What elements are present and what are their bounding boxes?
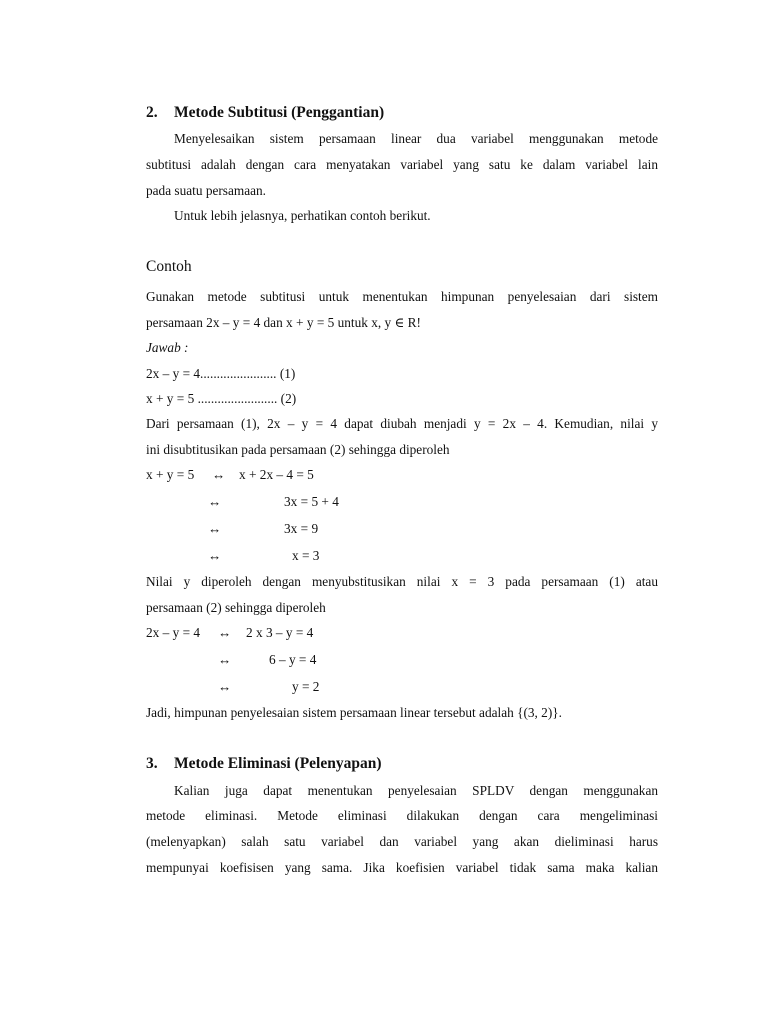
derivation-arrow: ↔ [208, 521, 222, 536]
section-3-title: Metode Eliminasi (Pelenyapan) [174, 755, 382, 772]
derivation-arrow: ↔ [218, 652, 232, 667]
derivation-step: x = 3 [292, 548, 320, 563]
derivation-arrow: ↔ [218, 679, 232, 694]
section-2-title: Metode Subtitusi (Penggantian) [174, 104, 385, 121]
paragraph-line: Kalian juga dapat menentukan penyelesaian SPLDV dengan menggunakan [174, 783, 658, 798]
derivation-arrow: ↔ [208, 548, 222, 563]
conclusion: Jadi, himpunan penyelesaian sistem persamaan linear tersebut adalah {(3, 2)}. [146, 705, 562, 720]
equation-1: 2x – y = 4....................... (1) [146, 366, 296, 381]
paragraph-line: Untuk lebih jelasnya, perhatikan contoh berikut. [174, 208, 431, 223]
explanation-line: Nilai y diperoleh dengan menyubstitusikan nilai x = 3 pada persamaan (1) atau [146, 574, 658, 589]
paragraph-line: Menyelesaikan sistem persamaan linear dua variabel menggunakan metode [174, 131, 658, 146]
section-3-heading [146, 755, 658, 773]
derivation-1-left: x + y = 5 [146, 467, 195, 482]
contoh-heading: Contoh [146, 258, 192, 275]
derivation-arrow: ↔ [218, 625, 232, 640]
paragraph-line: mempunyai koefisisen yang sama. Jika koefisien variabel tidak sama maka kalian [146, 860, 658, 875]
derivation-step: 3x = 5 + 4 [284, 494, 339, 509]
section-2-heading [146, 104, 658, 122]
equation-2: x + y = 5 ........................ (2) [146, 391, 297, 406]
section-2-number: 2. [146, 104, 158, 121]
derivation-step: y = 2 [292, 679, 320, 694]
section-3-number: 3. [146, 755, 158, 772]
derivation-step: x + 2x – 4 = 5 [239, 467, 314, 482]
derivation-step: 3x = 9 [284, 521, 319, 536]
derivation-arrow: ↔ [212, 467, 226, 482]
paragraph-line: (melenyapkan) salah satu variabel dan variabel yang akan dieliminasi harus [146, 834, 658, 849]
paragraph-line: subtitusi adalah dengan cara menyatakan variabel yang satu ke dalam variabel lain [146, 157, 658, 172]
explanation-line: ini disubtitusikan pada persamaan (2) sehingga diperoleh [146, 442, 450, 457]
question-line: Gunakan metode subtitusi untuk menentukan himpunan penyelesaian dari sistem [146, 289, 658, 304]
paragraph-line: metode eliminasi. Metode eliminasi dilakukan dengan cara mengeliminasi [146, 808, 658, 823]
question-line: persamaan 2x – y = 4 dan x + y = 5 untuk x, y ∈ R! [146, 315, 421, 330]
jawab-label: Jawab : [146, 340, 189, 355]
explanation-line: Dari persamaan (1), 2x – y = 4 dapat diubah menjadi y = 2x – 4. Kemudian, nilai y [146, 416, 658, 431]
derivation-step: 2 x 3 – y = 4 [246, 625, 314, 640]
derivation-arrow: ↔ [208, 494, 222, 509]
paragraph-line: pada suatu persamaan. [146, 183, 266, 198]
derivation-step: 6 – y = 4 [269, 652, 317, 667]
explanation-line: persamaan (2) sehingga diperoleh [146, 600, 326, 615]
derivation-2-left: 2x – y = 4 [146, 625, 201, 640]
